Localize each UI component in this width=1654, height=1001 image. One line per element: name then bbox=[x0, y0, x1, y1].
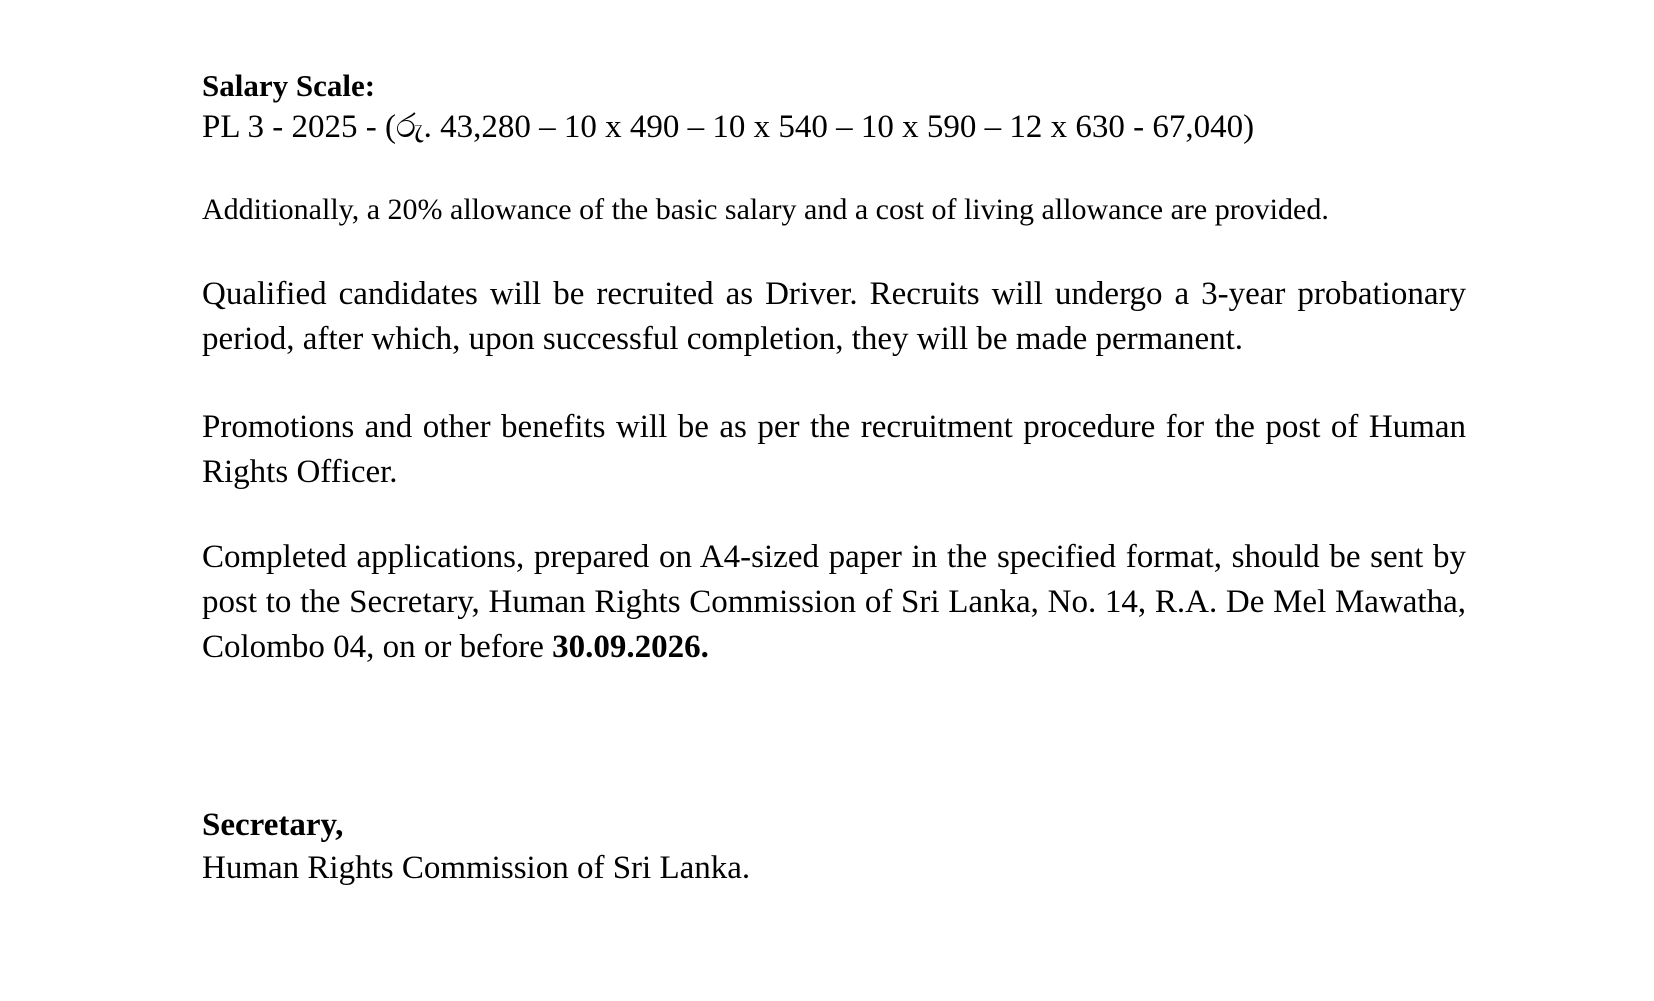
recruitment-paragraph: Qualified candidates will be recruited as Driver. Recruits will undergo a 3-year probationary period, after which, upon successful completion, they will be made permanent. bbox=[202, 276, 1466, 357]
signature-title: Secretary, bbox=[202, 807, 344, 843]
salary-scale-value: PL 3 - 2025 - (රු. 43,280 – 10 x 490 – 10 x 540 – 10 x 590 – 12 x 630 - 67,040) bbox=[202, 109, 1255, 145]
salary-scale-heading: Salary Scale: bbox=[202, 68, 376, 103]
application-deadline: 30.09.2026. bbox=[552, 629, 709, 665]
allowance-paragraph: Additionally, a 20% allowance of the basic salary and a cost of living allowance are provided. bbox=[202, 193, 1329, 226]
promotions-paragraph: Promotions and other benefits will be as per the recruitment procedure for the post of Human Rights Officer. bbox=[202, 409, 1466, 490]
application-text: Completed applications, prepared on A4-sized paper in the specified format, should be sent by post to the Secretary, Human Rights Commission of Sri Lanka, No. 14, R.A. De Mel Mawatha, Colombo 04, on or before bbox=[202, 539, 1466, 665]
application-paragraph bbox=[202, 535, 1466, 670]
signature-organization: Human Rights Commission of Sri Lanka. bbox=[202, 850, 751, 886]
